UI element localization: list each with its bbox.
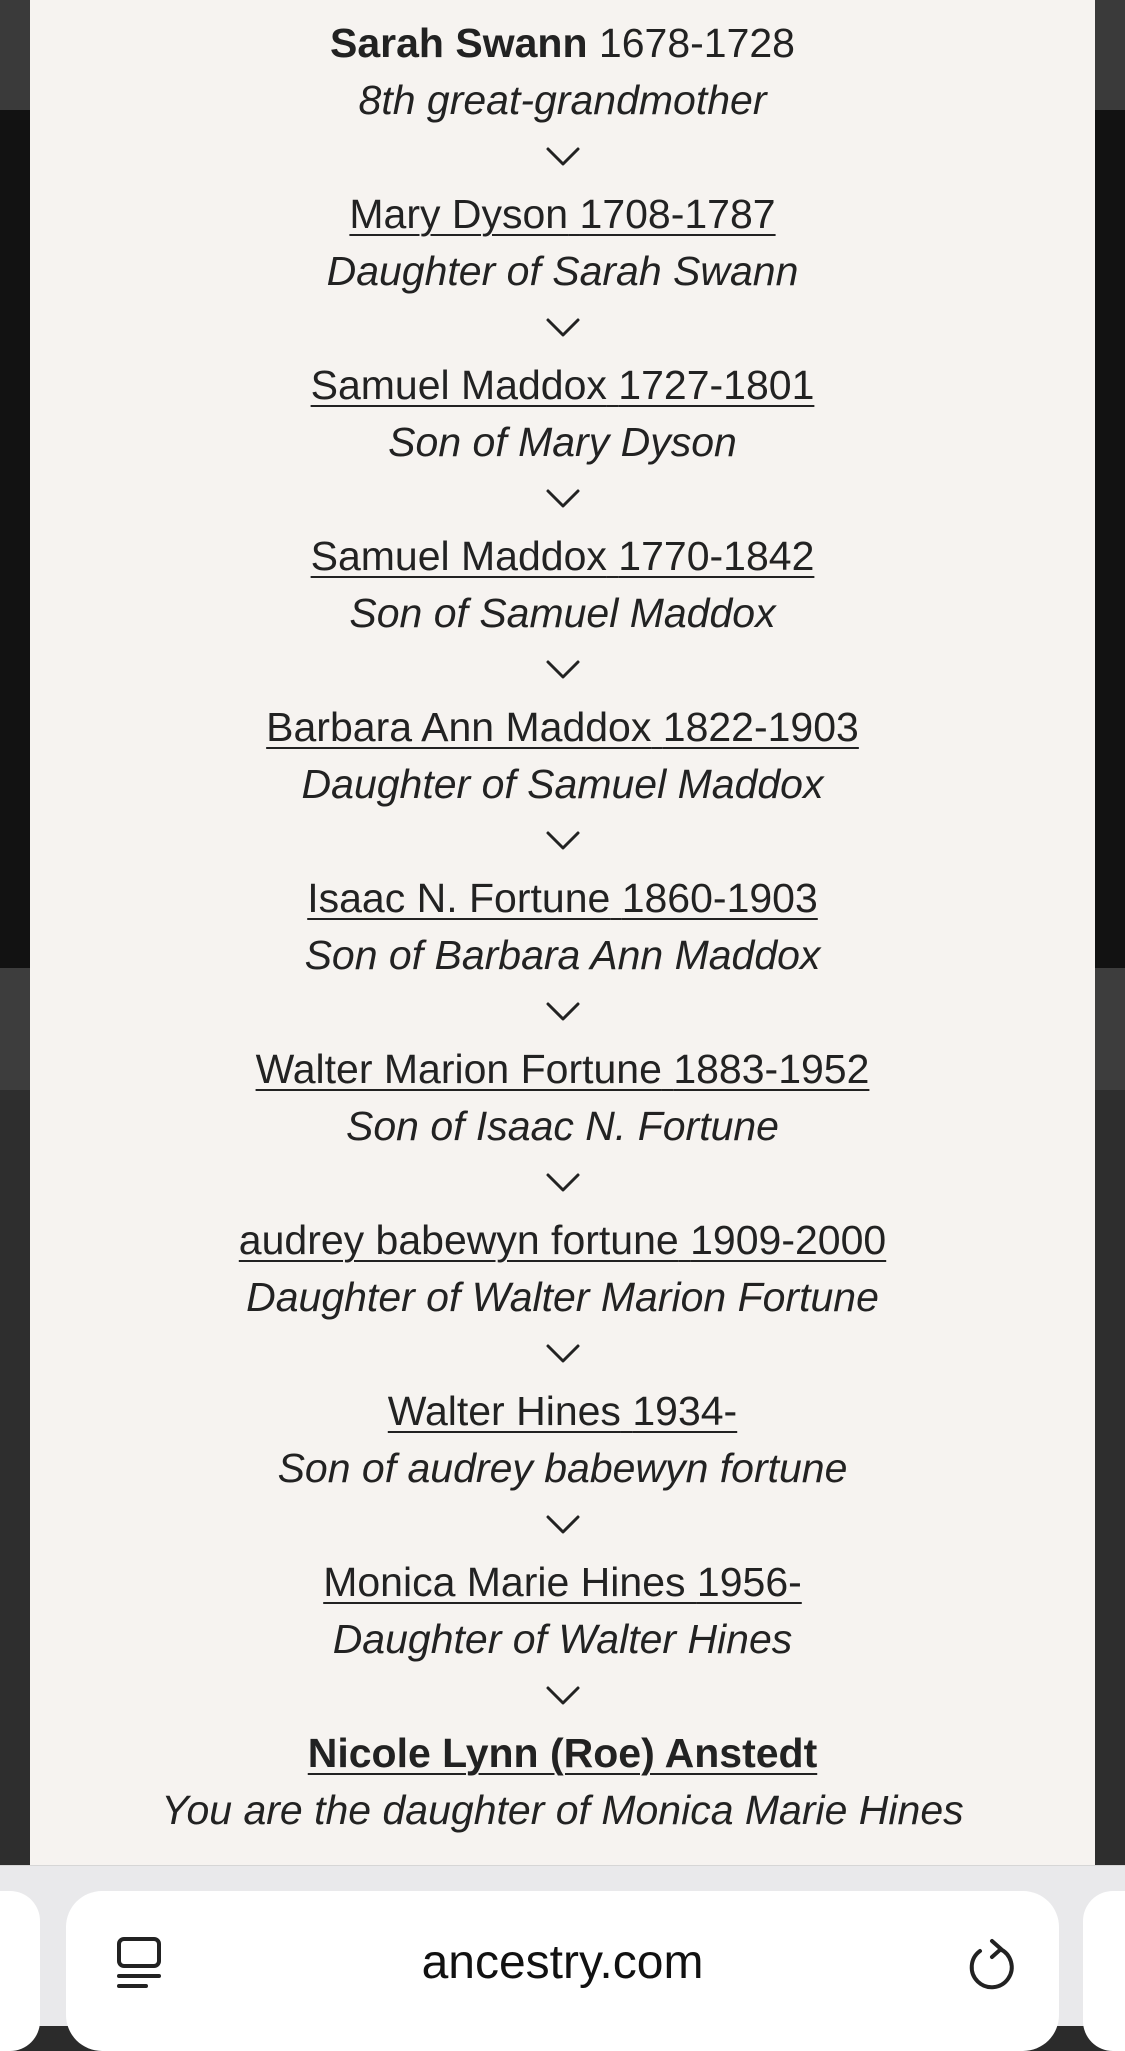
lineage-entry-you [30, 1724, 1095, 1854]
chevron-down-icon [30, 812, 1095, 869]
relation-label: You are the daughter of Monica Marie Hines [161, 1787, 964, 1833]
relation-label: Daughter of Sarah Swann [326, 248, 799, 294]
chevron-down-icon [30, 128, 1095, 185]
relation-label: Son of Mary Dyson [388, 419, 737, 465]
person-name: audrey babewyn fortune [238, 1217, 679, 1263]
chevron-down-icon [30, 1667, 1095, 1724]
person-years: 1883-1952 [673, 1046, 870, 1092]
person-link[interactable] [256, 1046, 870, 1092]
lineage-entry-5 [30, 869, 1095, 1040]
person-years: 1708-1787 [579, 191, 776, 237]
address-bar[interactable] [66, 1891, 1059, 2051]
relation-label: Son of Isaac N. Fortune [345, 1103, 779, 1149]
relation-label: Daughter of Samuel Maddox [301, 761, 824, 807]
person-name: Isaac N. Fortune [307, 875, 611, 921]
lineage-entry-0 [30, 14, 1095, 185]
person-years: 1727-1801 [618, 362, 815, 408]
person-link[interactable] [323, 1559, 802, 1605]
relation-label: Daughter of Walter Marion Fortune [246, 1274, 879, 1320]
lineage-entry-4 [30, 698, 1095, 869]
person-name: Sarah Swann [330, 20, 588, 66]
chevron-down-icon [30, 1496, 1095, 1553]
chevron-down-icon [30, 1154, 1095, 1211]
person-years: 1860-1903 [621, 875, 818, 921]
ancestor-name-line [30, 14, 1095, 72]
person-link[interactable] [307, 875, 818, 921]
next-tab-card[interactable] [1083, 1891, 1125, 2051]
chevron-down-icon [30, 1325, 1095, 1382]
relation-label: 8th great-grandmother [358, 77, 767, 123]
chevron-down-icon [30, 983, 1095, 1040]
reload-icon[interactable] [966, 1937, 1016, 1993]
person-name: Walter Hines [387, 1388, 621, 1434]
relation-label: Son of Barbara Ann Maddox [304, 932, 821, 978]
person-name: Mary Dyson [349, 191, 569, 237]
person-link[interactable] [308, 1730, 817, 1776]
person-link[interactable] [311, 533, 815, 579]
chevron-down-icon [30, 470, 1095, 527]
relationship-chain [30, 14, 1095, 1854]
person-name: Barbara Ann Maddox [266, 704, 652, 750]
lineage-entry-1 [30, 185, 1095, 356]
lineage-entry-3 [30, 527, 1095, 698]
person-link[interactable] [388, 1388, 737, 1434]
lineage-entry-9 [30, 1553, 1095, 1724]
person-name: Monica Marie Hines [323, 1559, 686, 1605]
person-link[interactable] [311, 362, 815, 408]
browser-toolbar [0, 1865, 1125, 2026]
person-years: 1956- [696, 1559, 802, 1605]
relation-label: Daughter of Walter Hines [332, 1616, 793, 1662]
person-years: 1678-1728 [598, 20, 795, 66]
person-years: 1909-2000 [690, 1217, 887, 1263]
person-years: 1934- [632, 1388, 738, 1434]
chevron-down-icon [30, 641, 1095, 698]
chevron-down-icon [30, 299, 1095, 356]
person-name: Samuel Maddox [310, 362, 607, 408]
person-name: Samuel Maddox [310, 533, 607, 579]
url-text[interactable]: ancestry.com [421, 1936, 704, 1989]
person-years: 1770-1842 [618, 533, 815, 579]
lineage-entry-2 [30, 356, 1095, 527]
person-link[interactable] [266, 704, 859, 750]
lineage-entry-7 [30, 1211, 1095, 1382]
relation-label: Son of Samuel Maddox [349, 590, 776, 636]
person-link[interactable] [239, 1217, 886, 1263]
lineage-entry-6 [30, 1040, 1095, 1211]
lineage-entry-8 [30, 1382, 1095, 1553]
relation-label: Son of audrey babewyn fortune [277, 1445, 848, 1491]
relationship-sheet [30, 0, 1095, 1865]
person-years: 1822-1903 [662, 704, 859, 750]
person-name: Nicole Lynn (Roe) Anstedt [307, 1730, 818, 1776]
person-link[interactable] [349, 191, 775, 237]
person-name: Walter Marion Fortune [255, 1046, 662, 1092]
previous-tab-card[interactable] [0, 1891, 40, 2051]
